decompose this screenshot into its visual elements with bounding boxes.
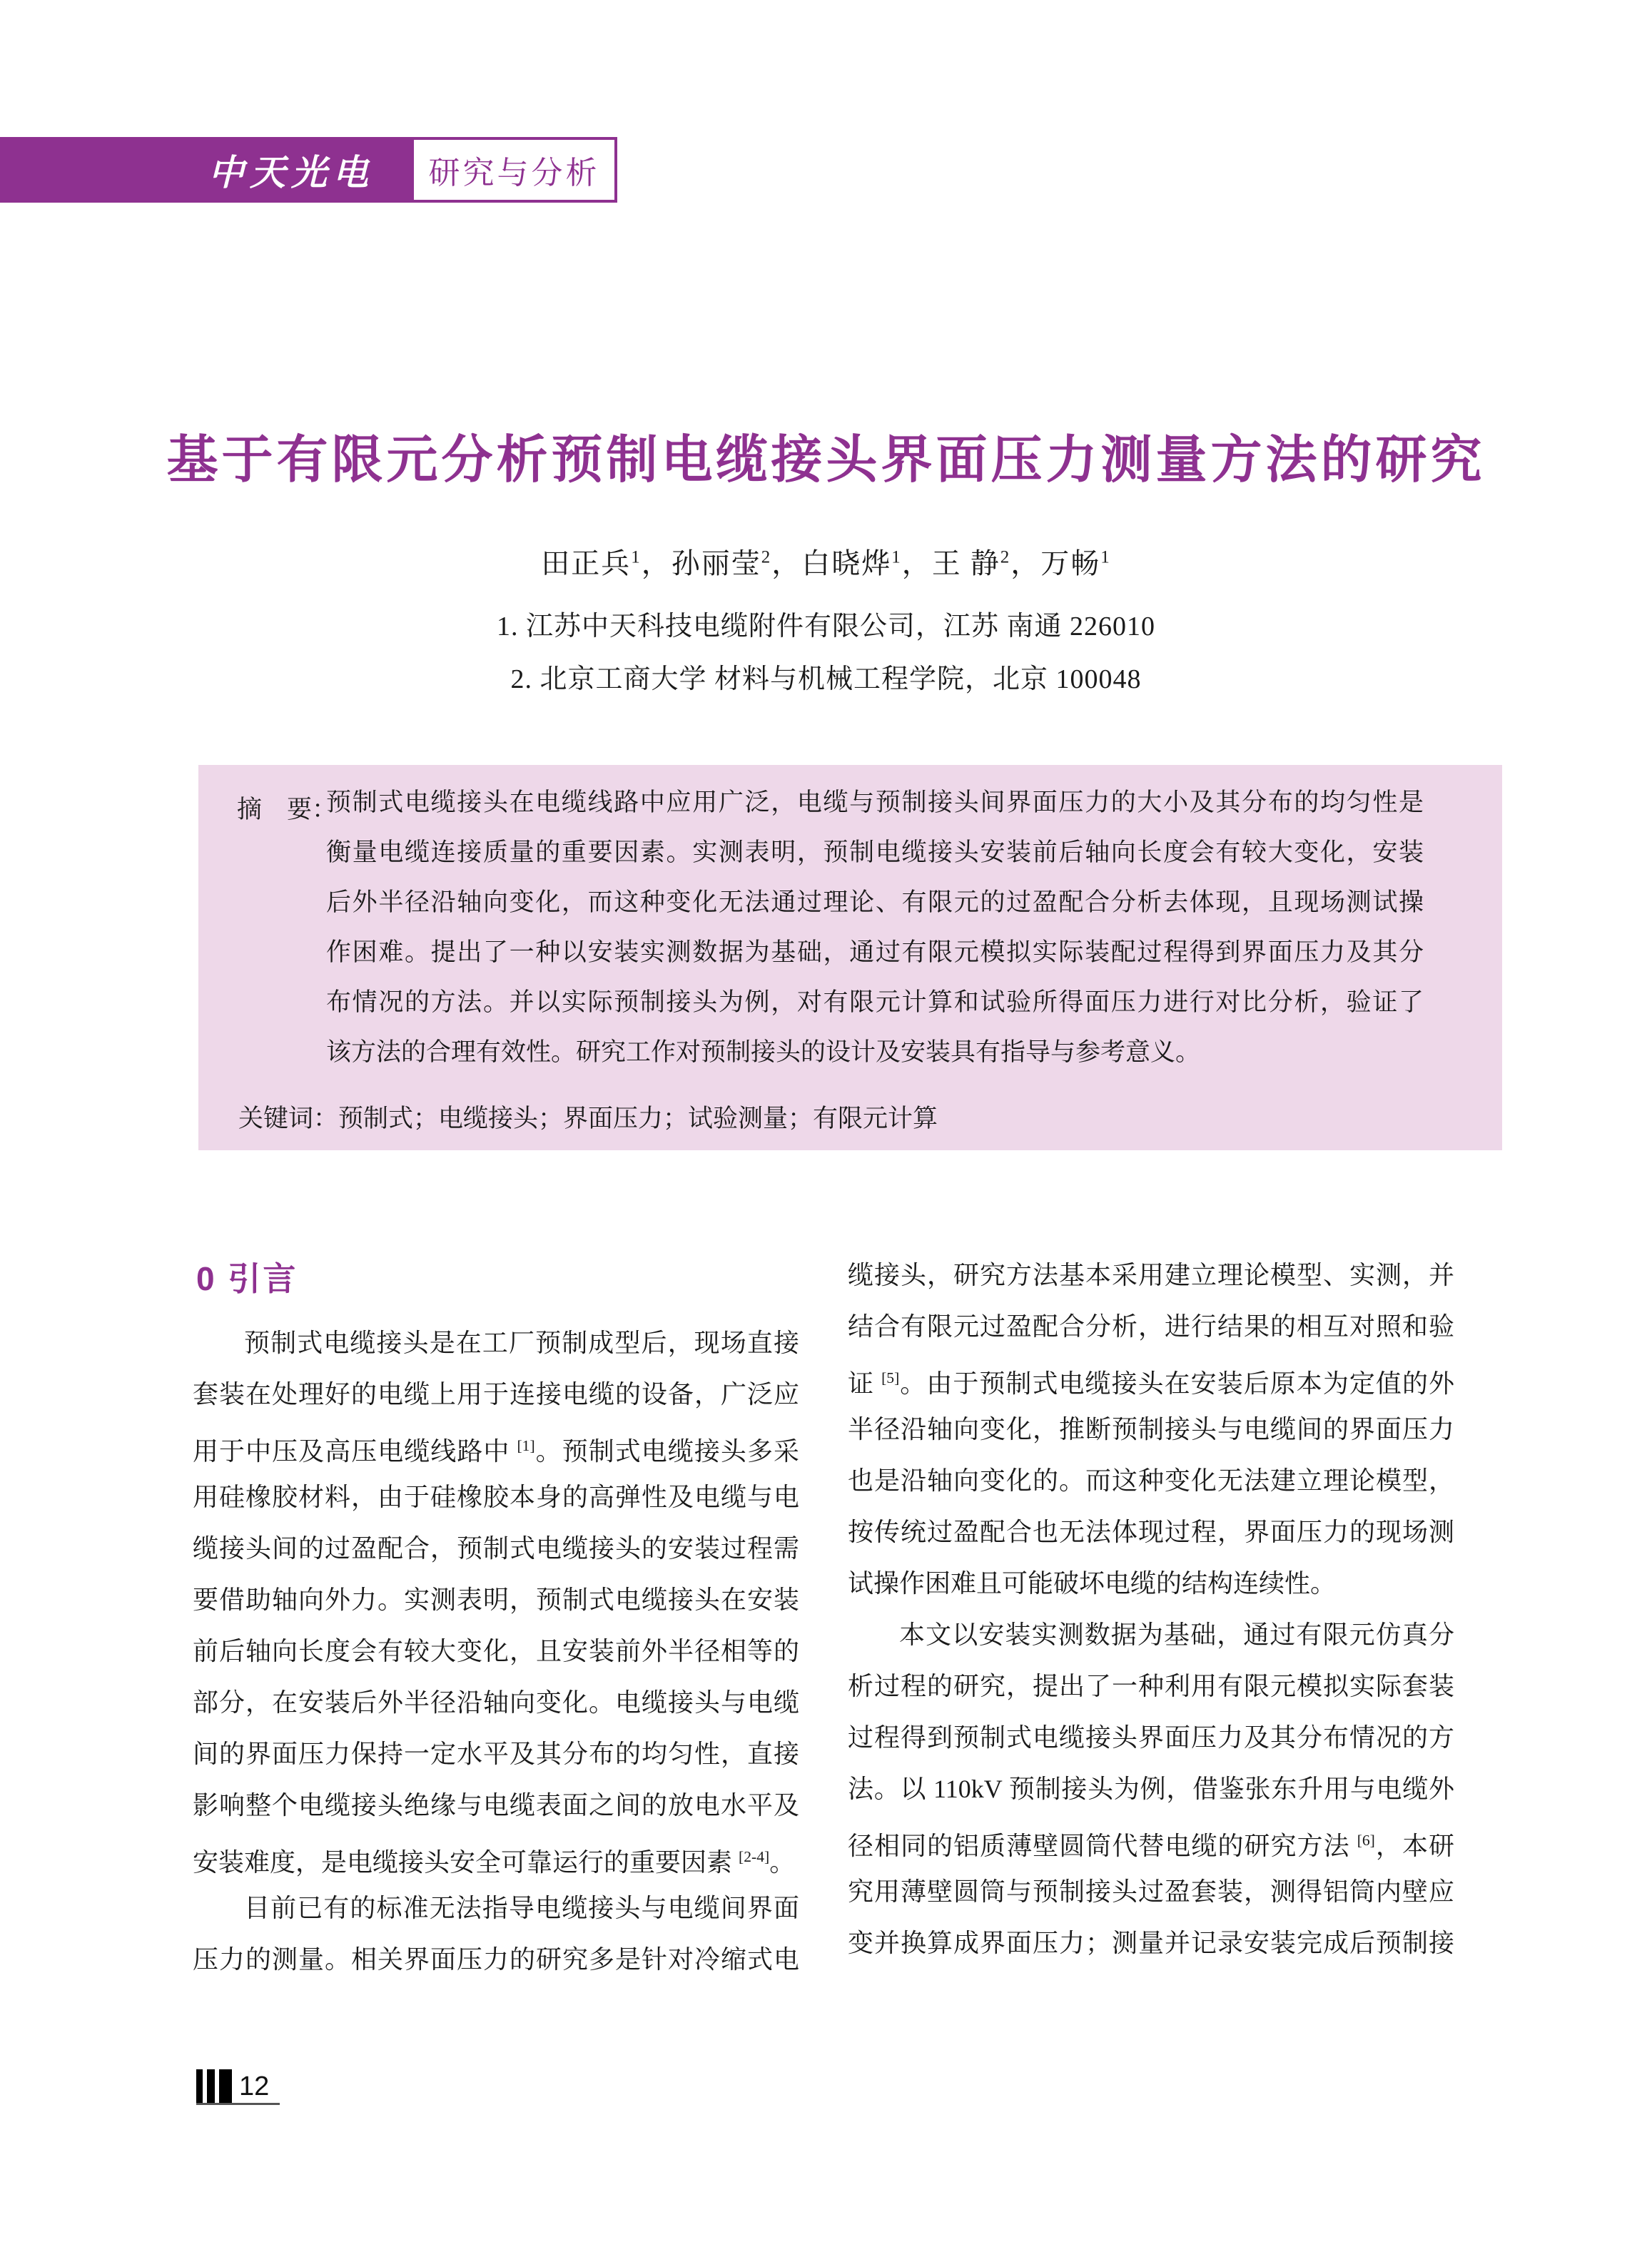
abstract-line: 衡量电缆连接质量的重要因素。实测表明，预制电缆接头安装前后轴向长度会有较大变化，安装 <box>326 838 1424 866</box>
author-name: 白晓烨 <box>801 547 892 579</box>
author-name: 孙丽莹 <box>671 547 761 579</box>
abstract-line: 作困难。提出了一种以安装实测数据为基础，通过有限元模拟实际装配过程得到界面压力及其分 <box>326 938 1424 966</box>
author-name: 田正兵 <box>541 547 632 579</box>
body-line: 法。以 110kV 预制接头为例，借鉴张东升用与电缆外 <box>848 1775 1454 1803</box>
page-number: 12 <box>239 2071 270 2101</box>
body-line: 证 [5]。由于预制式电缆接头在安装后原本为定值的外 <box>848 1369 1454 1398</box>
abstract-line: 预制式电缆接头在电缆线路中应用广泛，电缆与预制接头间界面压力的大小及其分布的均匀性是 <box>326 788 1424 816</box>
page-marker-bar-icon <box>196 2069 203 2103</box>
body-line: 影响整个电缆接头绝缘与电缆表面之间的放电水平及 <box>193 1791 799 1820</box>
author-name: 万畅 <box>1040 547 1101 579</box>
abstract-text <box>326 778 1424 1077</box>
body-line: 按传统过盈配合也无法体现过程，界面压力的现场测 <box>848 1518 1454 1546</box>
keywords-label: 关键词： <box>238 1105 339 1132</box>
body-line: 径相同的铝质薄壁圆筒代替电缆的研究方法 [6]，本研 <box>848 1832 1454 1860</box>
body-line: 结合有限元过盈配合分析，进行结果的相互对照和验 <box>848 1312 1454 1341</box>
body-line: 压力的测量。相关界面压力的研究多是针对冷缩式电 <box>193 1945 799 1974</box>
page-marker-bar-icon <box>219 2069 232 2103</box>
author-affiliation-mark: 2 <box>1000 547 1011 567</box>
body-column-right <box>848 1249 1454 1969</box>
journal-logo: 中天光电 <box>208 153 374 193</box>
author-affiliation-mark: 2 <box>761 547 772 567</box>
section-tag-box <box>411 137 617 203</box>
affiliation-1: 1. 江苏中天科技电缆附件有限公司，江苏 南通 226010 <box>496 612 1155 641</box>
page-marker-bar-icon <box>207 2069 215 2103</box>
author <box>1040 547 1111 579</box>
body-line: 缆接头，研究方法基本采用建立理论模型、实测，并 <box>848 1261 1454 1289</box>
author-separator: ， <box>641 547 672 579</box>
article-title: 基于有限元分析预制电缆接头界面压力测量方法的研究 <box>166 432 1486 489</box>
body-line: 用硅橡胶材料，由于硅橡胶本身的高弹性及电缆与电 <box>193 1483 799 1511</box>
author-affiliation-mark: 1 <box>631 547 642 567</box>
body-line: 目前已有的标准无法指导电缆接头与电缆间界面 <box>244 1894 799 1922</box>
abstract-box <box>198 765 1502 1150</box>
author <box>932 547 1011 579</box>
abstract-line: 布情况的方法。并以实际预制接头为例，对有限元计算和试验所得面压力进行对比分析，验证了 <box>326 988 1424 1016</box>
section-tag-label: 研究与分析 <box>428 156 600 191</box>
footer-page-marker <box>196 2068 280 2105</box>
body-line: 要借助轴向外力。实测表明，预制式电缆接头在安装 <box>193 1586 799 1614</box>
body-line: 部分，在安装后外半径沿轴向变化。电缆接头与电缆 <box>193 1688 799 1717</box>
author-separator: ， <box>901 547 932 579</box>
author <box>541 547 642 579</box>
author-separator: ， <box>771 547 802 579</box>
body-line: 过程得到预制式电缆接头界面压力及其分布情况的方 <box>848 1723 1454 1752</box>
body-line: 前后轴向长度会有较大变化，且安装前外半径相等的 <box>193 1637 799 1665</box>
body-line: 套装在处理好的电缆上用于连接电缆的设备，广泛应 <box>193 1380 799 1409</box>
body-line: 缆接头间的过盈配合，预制式电缆接头的安装过程需 <box>193 1534 799 1563</box>
abstract-label: 摘 要： <box>237 796 338 823</box>
author-affiliation-mark: 1 <box>891 547 902 567</box>
keywords-line <box>238 1099 938 1135</box>
body-line: 变并换算成界面压力；测量并记录安装完成后预制接 <box>848 1929 1454 1957</box>
author <box>672 547 772 579</box>
affiliation-2: 2. 北京工商大学 材料与机械工程学院，北京 100048 <box>510 664 1142 694</box>
body-line: 间的界面压力保持一定水平及其分布的均匀性，直接 <box>193 1740 799 1768</box>
body-line: 安装难度，是电缆接头安全可靠运行的重要因素 [2-4]。 <box>193 1848 796 1877</box>
body-line: 析过程的研究，提出了一种利用有限元模拟实际套装 <box>848 1672 1454 1700</box>
body-line: 半径沿轴向变化，推断预制接头与电缆间的界面压力 <box>848 1415 1454 1444</box>
body-line: 预制式电缆接头是在工厂预制成型后，现场直接 <box>244 1329 799 1357</box>
section-heading-introduction: 0 引言 <box>196 1260 298 1297</box>
brand-header-bar <box>0 137 411 203</box>
body-line: 用于中压及高压电缆线路中 [1]。预制式电缆接头多采 <box>193 1437 799 1466</box>
abstract-line: 该方法的合理有效性。研究工作对预制接头的设计及安装具有指导与参考意义。 <box>326 1038 1201 1066</box>
body-line: 也是沿轴向变化的。而这种变化无法建立理论模型， <box>848 1466 1454 1495</box>
body-line: 本文以安装实测数据为基础，通过有限元仿真分 <box>899 1620 1454 1649</box>
author <box>801 547 902 579</box>
body-line: 究用薄壁圆筒与预制接头过盈套装，测得铝筒内壁应 <box>848 1877 1454 1906</box>
body-column-left <box>193 1317 799 1985</box>
author-list <box>0 541 1652 582</box>
author-name: 王 静 <box>931 547 1000 579</box>
abstract-line: 后外半径沿轴向变化，而这种变化无法通过理论、有限元的过盈配合分析去体现，且现场测试操 <box>326 888 1424 916</box>
keywords-text: 预制式；电缆接头；界面压力；试验测量；有限元计算 <box>338 1105 938 1132</box>
author-affiliation-mark: 1 <box>1100 547 1111 567</box>
body-line: 试操作困难且可能破坏电缆的结构连续性。 <box>848 1569 1337 1598</box>
author-separator: ， <box>1010 547 1041 579</box>
